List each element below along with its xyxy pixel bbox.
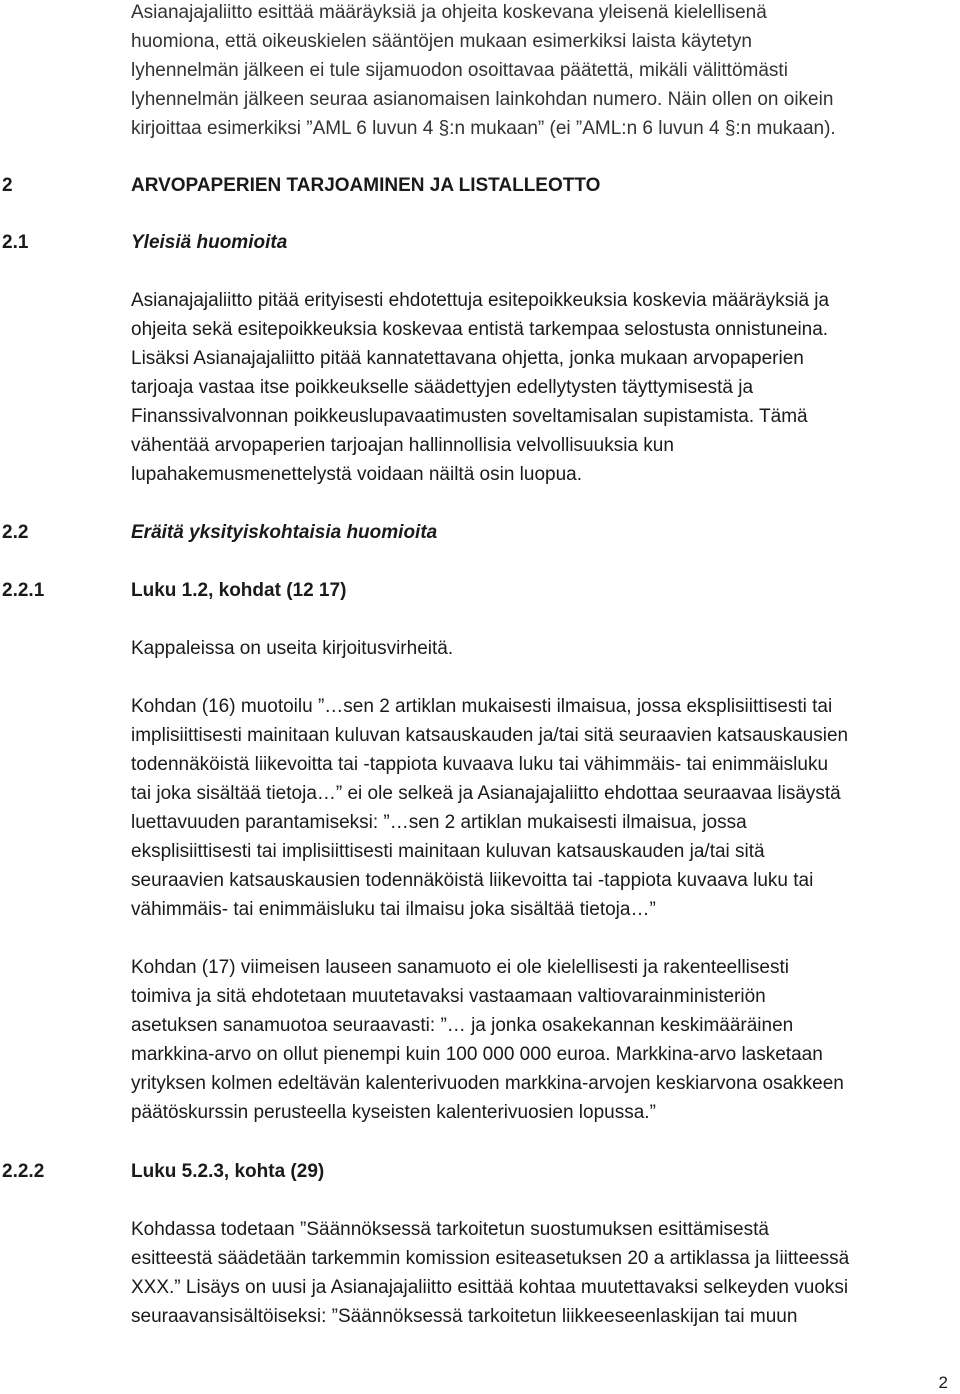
text-line: lyhennelmän jälkeen ei tule sijamuodon osoittavaa päätettä, mikäli välittömästi xyxy=(131,60,788,81)
section-2-2-1-heading xyxy=(2,577,346,605)
text-line: Asianajajaliitto pitää erityisesti ehdotettuja esitepoikkeuksia koskevia määräyksiä ja xyxy=(131,290,830,311)
section-number: 2.2.1 xyxy=(2,580,45,601)
section-2-2-1-paragraph-2 xyxy=(131,692,957,924)
text-line: vähimmäis- tai enimmäisluku tai ilmaisu joka sisältää tietoja…” xyxy=(131,899,656,920)
text-line: luettavuuden parantamiseksi: ”…sen 2 artiklan mukaisesti ilmaisua, jossa xyxy=(131,812,747,833)
section-number: 2.2 xyxy=(2,522,29,543)
text-line: Kohdassa todetaan ”Säännöksessä tarkoitetun suostumuksen esittämisestä xyxy=(131,1219,769,1240)
text-line: seuraavien katsauskausien todennäköistä liikevoitta tai -tappiota kuvaava luku tai xyxy=(131,870,814,891)
text-line: yrityksen kolmen edeltävän kalenterivuoden markkina-arvojen keskiarvona osakkeen xyxy=(131,1073,844,1094)
section-2-1-paragraph xyxy=(131,286,957,489)
section-2-2-1-paragraph-3 xyxy=(131,953,957,1127)
section-number: 2.2.2 xyxy=(2,1161,45,1182)
text-line: Asianajajaliitto esittää määräyksiä ja ohjeita koskevana yleisenä kielellisenä xyxy=(131,2,767,23)
section-2-2-2-heading xyxy=(2,1158,324,1186)
text-line: toimiva ja sitä ehdotetaan muutetavaksi vastaamaan valtiovarainministeriön xyxy=(131,986,766,1007)
text-line: markkina-arvo on ollut pienempi kuin 100 000 000 euroa. Markkina-arvo lasketaan xyxy=(131,1044,823,1065)
text-line: tarjoaja vastaa itse poikkeukselle säädettyjen edellytysten täyttymisestä ja xyxy=(131,377,754,398)
text-line: lyhennelmän jälkeen seuraa asianomaisen lainkohdan numero. Näin ollen on oikein xyxy=(131,89,834,110)
section-2-2-heading xyxy=(2,519,437,547)
text-line: tai joka sisältää tietoja…” ei ole selkeä ja Asianajajaliitto ehdottaa seuraavaa lisäystä xyxy=(131,783,841,804)
text-line: implisiittisesti mainitaan kuluvan katsauskauden ja/tai sitä seuraavien katsauskausien xyxy=(131,725,849,746)
text-line: Finanssivalvonnan poikkeuslupavaatimusten soveltamisalan supistamista. Tämä xyxy=(131,406,808,427)
text-line: esitteestä säädetään tarkemmin komission esiteasetuksen 20 a artiklassa ja liitteessä xyxy=(131,1248,850,1269)
text-line: XXX.” Lisäys on uusi ja Asianajajaliitto esittää kohtaa muutettavaksi selkeyden vuoksi xyxy=(131,1277,849,1298)
text-line: lupahakemusmenettelystä voidaan näiltä osin luopua. xyxy=(131,464,583,485)
text-line: kirjoittaa esimerkiksi ”AML 6 luvun 4 §:n mukaan” (ei ”AML:n 6 luvun 4 §:n mukaan). xyxy=(131,118,836,139)
section-title: ARVOPAPERIEN TARJOAMINEN JA LISTALLEOTTO xyxy=(131,175,601,196)
text-line: eksplisiittisesti tai implisiittisesti mainitaan kuluvan katsauskauden ja/tai sitä xyxy=(131,841,765,862)
section-number: 2.1 xyxy=(2,232,29,253)
section-2-2-2-paragraph xyxy=(131,1215,957,1331)
text-line: vähentää arvopaperien tarjoajan hallinnollisia velvollisuuksia kun xyxy=(131,435,674,456)
text-line: seuraavansisältöiseksi: ”Säännöksessä tarkoitetun liikkeeseenlaskijan tai muun xyxy=(131,1306,798,1327)
section-2-2-1-paragraph-1 xyxy=(131,634,957,663)
section-title: Eräitä yksityiskohtaisia huomioita xyxy=(131,522,438,543)
text-line: päätöskurssin perusteella kyseisten kalenterivuosien lopussa.” xyxy=(131,1102,656,1123)
section-number: 2 xyxy=(2,175,13,196)
text-line: todennäköistä liikevoitta tai -tappiota kuvaava luku tai vähimmäis- tai enimmäisluku xyxy=(131,754,829,775)
section-2-heading xyxy=(2,172,600,200)
text-line: Kappaleissa on useita kirjoitusvirheitä. xyxy=(131,638,454,659)
intro-paragraph xyxy=(131,0,957,143)
section-title: Yleisiä huomioita xyxy=(131,232,288,253)
text-line: Kohdan (16) muotoilu ”…sen 2 artiklan mukaisesti ilmaisua, jossa eksplisiittisesti tai xyxy=(131,696,833,717)
page-number: 2 xyxy=(938,1373,948,1392)
text-line: asetuksen sanamuotoa seuraavasti: ”… ja jonka osakekannan keskimääräinen xyxy=(131,1015,794,1036)
text-line: huomiona, että oikeuskielen sääntöjen mukaan esimerkiksi laista käytetyn xyxy=(131,31,752,52)
section-2-1-heading xyxy=(2,229,287,257)
text-line: ohjeita sekä esitepoikkeuksia koskevaa entistä tarkempaa selostusta onnistuneina. xyxy=(131,319,829,340)
text-line: Kohdan (17) viimeisen lauseen sanamuoto ei ole kielellisesti ja rakenteellisesti xyxy=(131,957,789,978)
section-title: Luku 1.2, kohdat (12 17) xyxy=(131,580,347,601)
section-title: Luku 5.2.3, kohta (29) xyxy=(131,1161,325,1182)
text-line: Lisäksi Asianajajaliitto pitää kannatettavana ohjetta, jonka mukaan arvopaperien xyxy=(131,348,804,369)
